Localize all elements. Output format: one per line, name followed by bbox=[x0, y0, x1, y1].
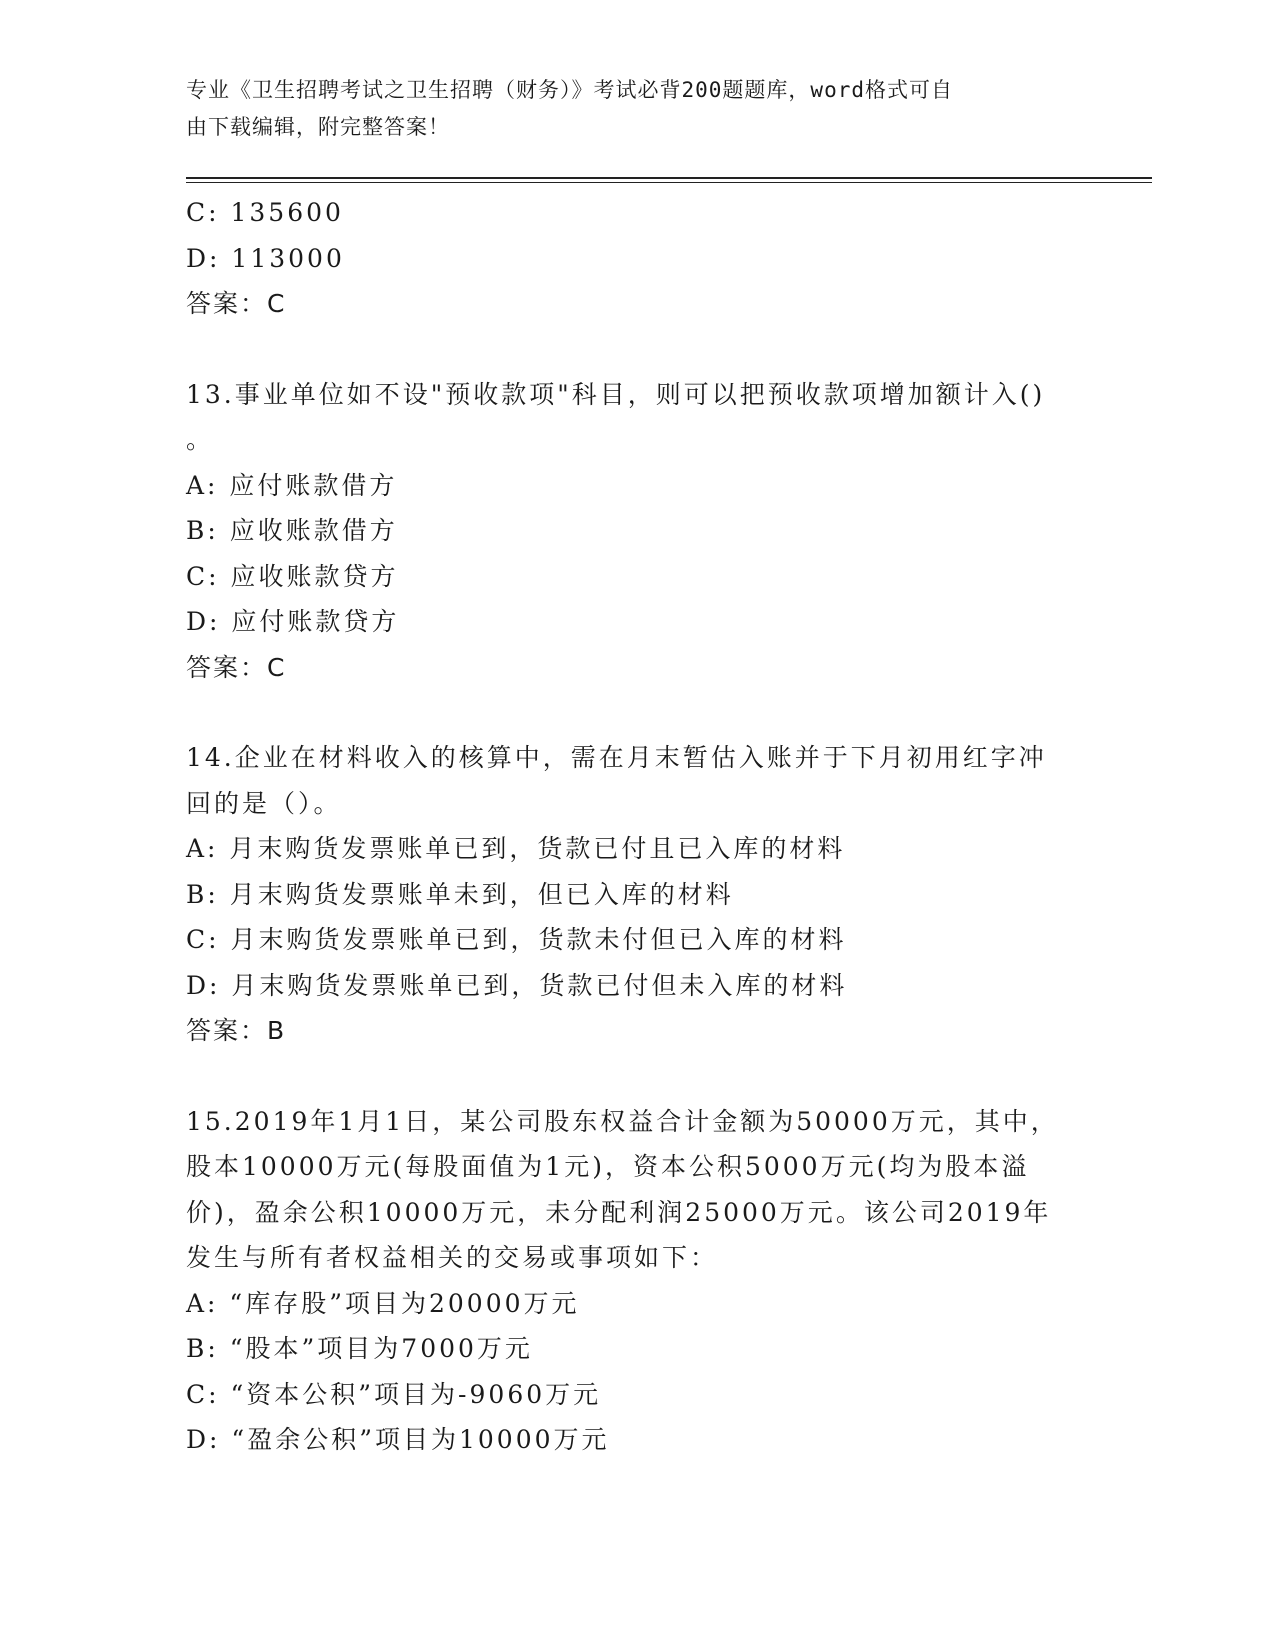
option-b: B: 应收账款借方 bbox=[186, 516, 398, 545]
question-stem-continued: 价)，盈余公积10000万元，未分配利润25000万元。该公司2019年 bbox=[186, 1197, 1052, 1227]
question-stem-continued: 股本10000万元(每股面值为1元)，资本公积5000万元(均为股本溢 bbox=[186, 1152, 1030, 1181]
option-d: D: 应付账款贷方 bbox=[186, 607, 400, 636]
header-line-1: 专业《卫生招聘考试之卫生招聘（财务）》考试必背200题题库，word格式可自 bbox=[186, 78, 953, 102]
option-a: A: “库存股”项目为20000万元 bbox=[186, 1288, 580, 1318]
question-14 bbox=[186, 735, 1086, 1054]
option-c: C: “资本公积”项目为-9060万元 bbox=[186, 1379, 602, 1409]
question-stem-continued: 。 bbox=[186, 425, 215, 454]
question-stem: 13.事业单位如不设"预收款项"科目，则可以把预收款项增加额计入() bbox=[186, 379, 1046, 409]
option-d: D: “盈余公积”项目为10000万元 bbox=[186, 1425, 610, 1454]
option-d: D: 113000 bbox=[186, 243, 345, 273]
answer-label: 答案：C bbox=[186, 289, 287, 318]
option-a: A: 应付账款借方 bbox=[186, 470, 398, 500]
document-header bbox=[186, 72, 1056, 146]
question-12-tail bbox=[186, 190, 1086, 327]
header-line-2: 由下载编辑，附完整答案！ bbox=[186, 115, 450, 139]
question-15 bbox=[186, 1099, 1086, 1463]
question-13 bbox=[186, 372, 1086, 691]
question-stem-continued: 发生与所有者权益相关的交易或事项如下： bbox=[186, 1243, 719, 1272]
option-b: B: “股本”项目为7000万元 bbox=[186, 1334, 533, 1363]
header-divider-thin bbox=[186, 182, 1152, 183]
header-divider-thick bbox=[186, 177, 1152, 179]
option-c: C: 135600 bbox=[186, 198, 344, 227]
question-list bbox=[186, 190, 1086, 1463]
question-stem: 15.2019年1月1日，某公司股东权益合计金额为50000万元，其中， bbox=[186, 1106, 1059, 1136]
question-stem: 14.企业在材料收入的核算中，需在月末暂估入账并于下月初用红字冲 bbox=[186, 743, 1047, 772]
option-d: D: 月末购货发票账单已到，货款已付但未入库的材料 bbox=[186, 970, 848, 1000]
option-c: C: 应收账款贷方 bbox=[186, 561, 399, 591]
question-stem-continued: 回的是（）。 bbox=[186, 788, 342, 818]
option-c: C: 月末购货发票账单已到，货款未付但已入库的材料 bbox=[186, 925, 847, 954]
answer-label: 答案：C bbox=[186, 652, 287, 682]
option-a: A: 月末购货发票账单已到，货款已付且已入库的材料 bbox=[186, 834, 846, 863]
option-b: B: 月末购货发票账单未到，但已入库的材料 bbox=[186, 879, 734, 909]
answer-label: 答案：B bbox=[186, 1016, 287, 1045]
